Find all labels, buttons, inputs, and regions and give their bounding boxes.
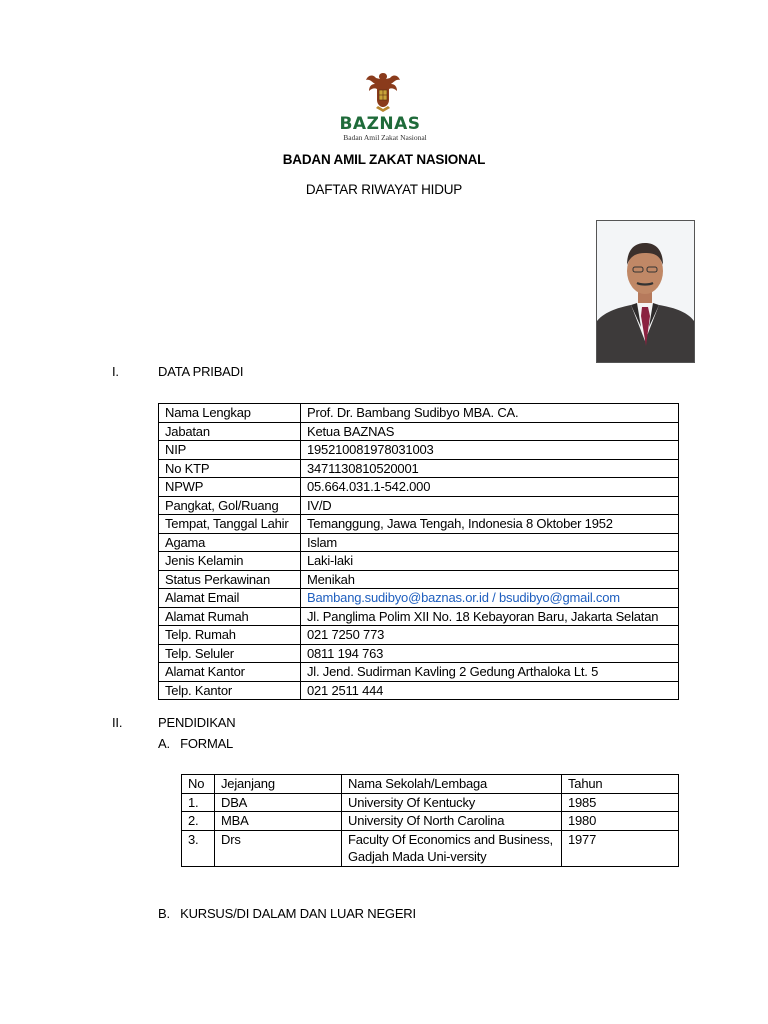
- table-row: [159, 644, 679, 663]
- field-value: 3471130810520001: [301, 459, 679, 478]
- field-label: Telp. Seluler: [159, 644, 301, 663]
- baznas-logo: [330, 70, 440, 144]
- cell-nama-sekolah: University Of Kentucky: [342, 793, 562, 812]
- cell-jenjang: DBA: [215, 793, 342, 812]
- table-row: [159, 404, 679, 423]
- field-value: Jl. Panglima Polim XII No. 18 Kebayoran Baru, Jakarta Selatan: [301, 607, 679, 626]
- field-label: No KTP: [159, 459, 301, 478]
- field-label: Alamat Rumah: [159, 607, 301, 626]
- field-value: 05.664.031.1-542.000: [301, 478, 679, 497]
- cell-no: 3.: [182, 830, 215, 866]
- subsection-a-title: A. FORMAL: [158, 736, 234, 751]
- field-value: 0811 194 763: [301, 644, 679, 663]
- table-row: [159, 681, 679, 700]
- subsection-b-title: B. KURSUS/DI DALAM DAN LUAR NEGERI: [158, 906, 416, 921]
- section-2-number: II.: [112, 715, 123, 730]
- org-title: BADAN AMIL ZAKAT NASIONAL: [282, 152, 486, 167]
- field-label: NIP: [159, 441, 301, 460]
- section-2-title: PENDIDIKAN: [158, 715, 236, 730]
- field-label: Agama: [159, 533, 301, 552]
- table-row: [159, 459, 679, 478]
- field-label: Alamat Email: [159, 589, 301, 608]
- table-row: [159, 422, 679, 441]
- field-value: Temanggung, Jawa Tengah, Indonesia 8 Oktober 1952: [301, 515, 679, 534]
- table-header-row: [182, 775, 679, 794]
- garuda-emblem-icon: [364, 70, 402, 114]
- field-label: Status Perkawinan: [159, 570, 301, 589]
- brand-name: BAZNAS: [339, 114, 421, 134]
- cell-nama-sekolah: University Of North Carolina: [342, 812, 562, 831]
- field-label: Telp. Rumah: [159, 626, 301, 645]
- email-link[interactable]: Bambang.sudibyo@baznas.or.id / bsudibyo@gmail.com: [301, 589, 679, 608]
- field-value: Jl. Jend. Sudirman Kavling 2 Gedung Arthaloka Lt. 5: [301, 663, 679, 682]
- table-row: [159, 589, 679, 608]
- table-row: [182, 793, 679, 812]
- personal-data-table: [158, 403, 679, 700]
- field-value: Ketua BAZNAS: [301, 422, 679, 441]
- table-row: [159, 478, 679, 497]
- field-value: Menikah: [301, 570, 679, 589]
- profile-photo: [596, 220, 695, 363]
- table-row: [159, 552, 679, 571]
- field-value: Prof. Dr. Bambang Sudibyo MBA. CA.: [301, 404, 679, 423]
- section-1-title: DATA PRIBADI: [158, 364, 244, 379]
- portrait-image: [597, 221, 694, 362]
- table-row: [159, 515, 679, 534]
- cell-tahun: 1985: [562, 793, 679, 812]
- table-row: [182, 830, 679, 866]
- cell-tahun: 1977: [562, 830, 679, 866]
- table-row: [159, 533, 679, 552]
- table-row: [159, 441, 679, 460]
- field-value: 021 2511 444: [301, 681, 679, 700]
- table-row: [159, 570, 679, 589]
- brand-subtitle: Badan Amil Zakat Nasional: [343, 133, 427, 142]
- field-value: Laki-laki: [301, 552, 679, 571]
- cell-no: 1.: [182, 793, 215, 812]
- formal-education-table: [181, 774, 679, 867]
- cell-nama-sekolah: Faculty Of Economics and Business, Gadjah Mada Uni-versity: [342, 830, 562, 866]
- field-label: Jabatan: [159, 422, 301, 441]
- field-label: Telp. Kantor: [159, 681, 301, 700]
- field-label: Nama Lengkap: [159, 404, 301, 423]
- field-label: Jenis Kelamin: [159, 552, 301, 571]
- field-value: Islam: [301, 533, 679, 552]
- cell-jenjang: Drs: [215, 830, 342, 866]
- cell-jenjang: MBA: [215, 812, 342, 831]
- field-value: 195210081978031003: [301, 441, 679, 460]
- table-row: [159, 626, 679, 645]
- cell-tahun: 1980: [562, 812, 679, 831]
- field-label: Tempat, Tanggal Lahir: [159, 515, 301, 534]
- table-row: [159, 663, 679, 682]
- field-label: NPWP: [159, 478, 301, 497]
- field-value: IV/D: [301, 496, 679, 515]
- header-tahun: Tahun: [562, 775, 679, 794]
- table-row: [159, 607, 679, 626]
- table-row: [159, 496, 679, 515]
- field-value: 021 7250 773: [301, 626, 679, 645]
- field-label: Pangkat, Gol/Ruang: [159, 496, 301, 515]
- table-row: [182, 812, 679, 831]
- header-jenjang: Jejanjang: [215, 775, 342, 794]
- document-title: DAFTAR RIWAYAT HIDUP: [305, 182, 463, 197]
- field-label: Alamat Kantor: [159, 663, 301, 682]
- section-1-number: I.: [112, 364, 119, 379]
- header-nama-sekolah: Nama Sekolah/Lembaga: [342, 775, 562, 794]
- cell-no: 2.: [182, 812, 215, 831]
- header-no: No: [182, 775, 215, 794]
